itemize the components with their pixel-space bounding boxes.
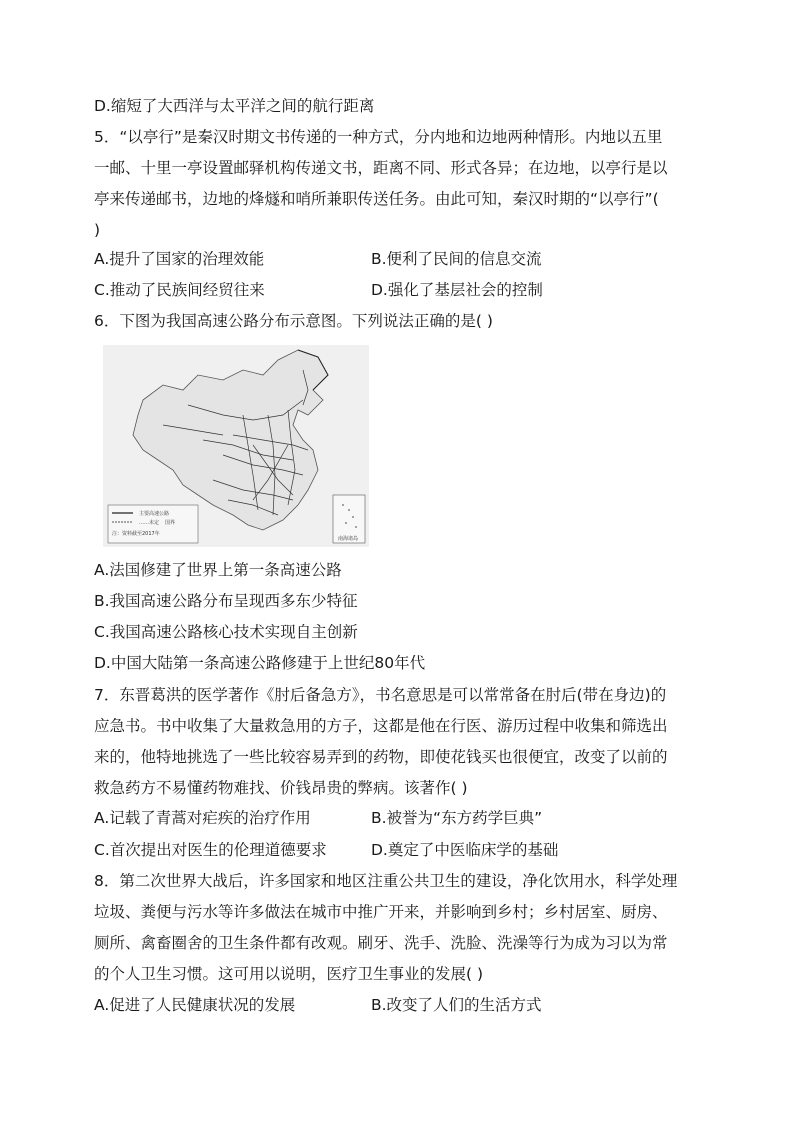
q6-option-b: B.我国高速公路分布呈现西多东少特征 [94, 592, 358, 610]
q7-option-c: C.首次提出对医生的伦理道德要求 [94, 841, 327, 859]
q5-stem-line-1: 5．“以亭行”是秦汉时期文书传递的一种方式，分内地和边地两种情形。内地以五里 [94, 128, 663, 146]
q5-option-d: D.强化了基层社会的控制 [371, 281, 543, 299]
q5-option-b: B.便利了民间的信息交流 [371, 250, 542, 268]
q8-stem-line-3: 厕所、禽畜圈舍的卫生条件都有改观。刷牙、洗手、洗脸、洗澡等行为成为习以为常 [94, 934, 668, 952]
legend-highway: 主要高速公路 [139, 511, 170, 517]
legend-border: 国界 [165, 520, 176, 526]
q6-option-a: A.法国修建了世界上第一条高速公路 [94, 561, 342, 579]
inset-label: 南海诸岛 [338, 536, 359, 542]
q5-option-c: C.推动了民族间经贸往来 [94, 281, 265, 299]
q7-stem-line-3: 来的，他特地挑选了一些比较容易弄到的药物，即使花钱买也很便宜，改变了以前的 [94, 748, 668, 766]
q8-stem-line-4: 的个人卫生习惯。这可用以说明，医疗卫生事业的发展( ) [94, 965, 484, 983]
q7-option-d: D.奠定了中医临床学的基础 [371, 841, 559, 859]
legend-note: 注：资料截至2017年 [112, 531, 160, 537]
q8-stem-line-1: 8．第二次世界大战后，许多国家和地区注重公共卫生的建设，净化饮用水，科学处理 [94, 872, 678, 890]
q5-stem-line-3: 亭来传递邮书，边地的烽燧和哨所兼职传送任务。由此可知，秦汉时期的“以亭行”( [94, 190, 659, 208]
q8-option-a: A.促进了人民健康状况的发展 [94, 996, 296, 1014]
q6-stem: 6．下图为我国高速公路分布示意图。下列说法正确的是( ) [94, 312, 493, 330]
q5-option-a: A.提升了国家的治理效能 [94, 250, 265, 268]
q7-stem-line-1: 7．东晋葛洪的医学著作《肘后备急方》，书名意思是可以常常备在肘后(带在身边)的 [94, 686, 667, 704]
q5-stem-line-4: ) [94, 221, 101, 239]
q7-option-b: B.被誉为“东方药学巨典” [371, 809, 543, 827]
legend-border-undetermined: ……未定 [139, 520, 160, 526]
q7-stem-line-2: 应急书。书中收集了大量救急用的方子，这都是他在行医、游历过程中收集和筛选出 [94, 717, 668, 735]
q8-stem-line-2: 垃圾、粪便与污水等许多做法在城市中推广开来，并影响到乡村；乡村居室、厨房、 [94, 903, 668, 921]
q7-option-a: A.记载了青蒿对疟疾的治疗作用 [94, 809, 311, 827]
q8-option-b: B.改变了人们的生活方式 [371, 996, 542, 1014]
q5-stem-line-2: 一邮、十里一亭设置邮驿机构传递文书，距离不同、形式各异；在边地，以亭行是以 [94, 159, 668, 177]
q4-option-d: D.缩短了大西洋与太平洋之间的航行距离 [94, 97, 375, 115]
q6-option-c: C.我国高速公路核心技术实现自主创新 [94, 623, 358, 641]
highway-map-svg [103, 345, 369, 547]
q7-stem-line-4: 救急药方不易懂药物难找、价钱昂贵的弊病。该著作( ) [94, 779, 468, 797]
highway-map-figure [103, 345, 369, 547]
q6-option-d: D.中国大陆第一条高速公路修建于上世纪80年代 [94, 654, 426, 672]
